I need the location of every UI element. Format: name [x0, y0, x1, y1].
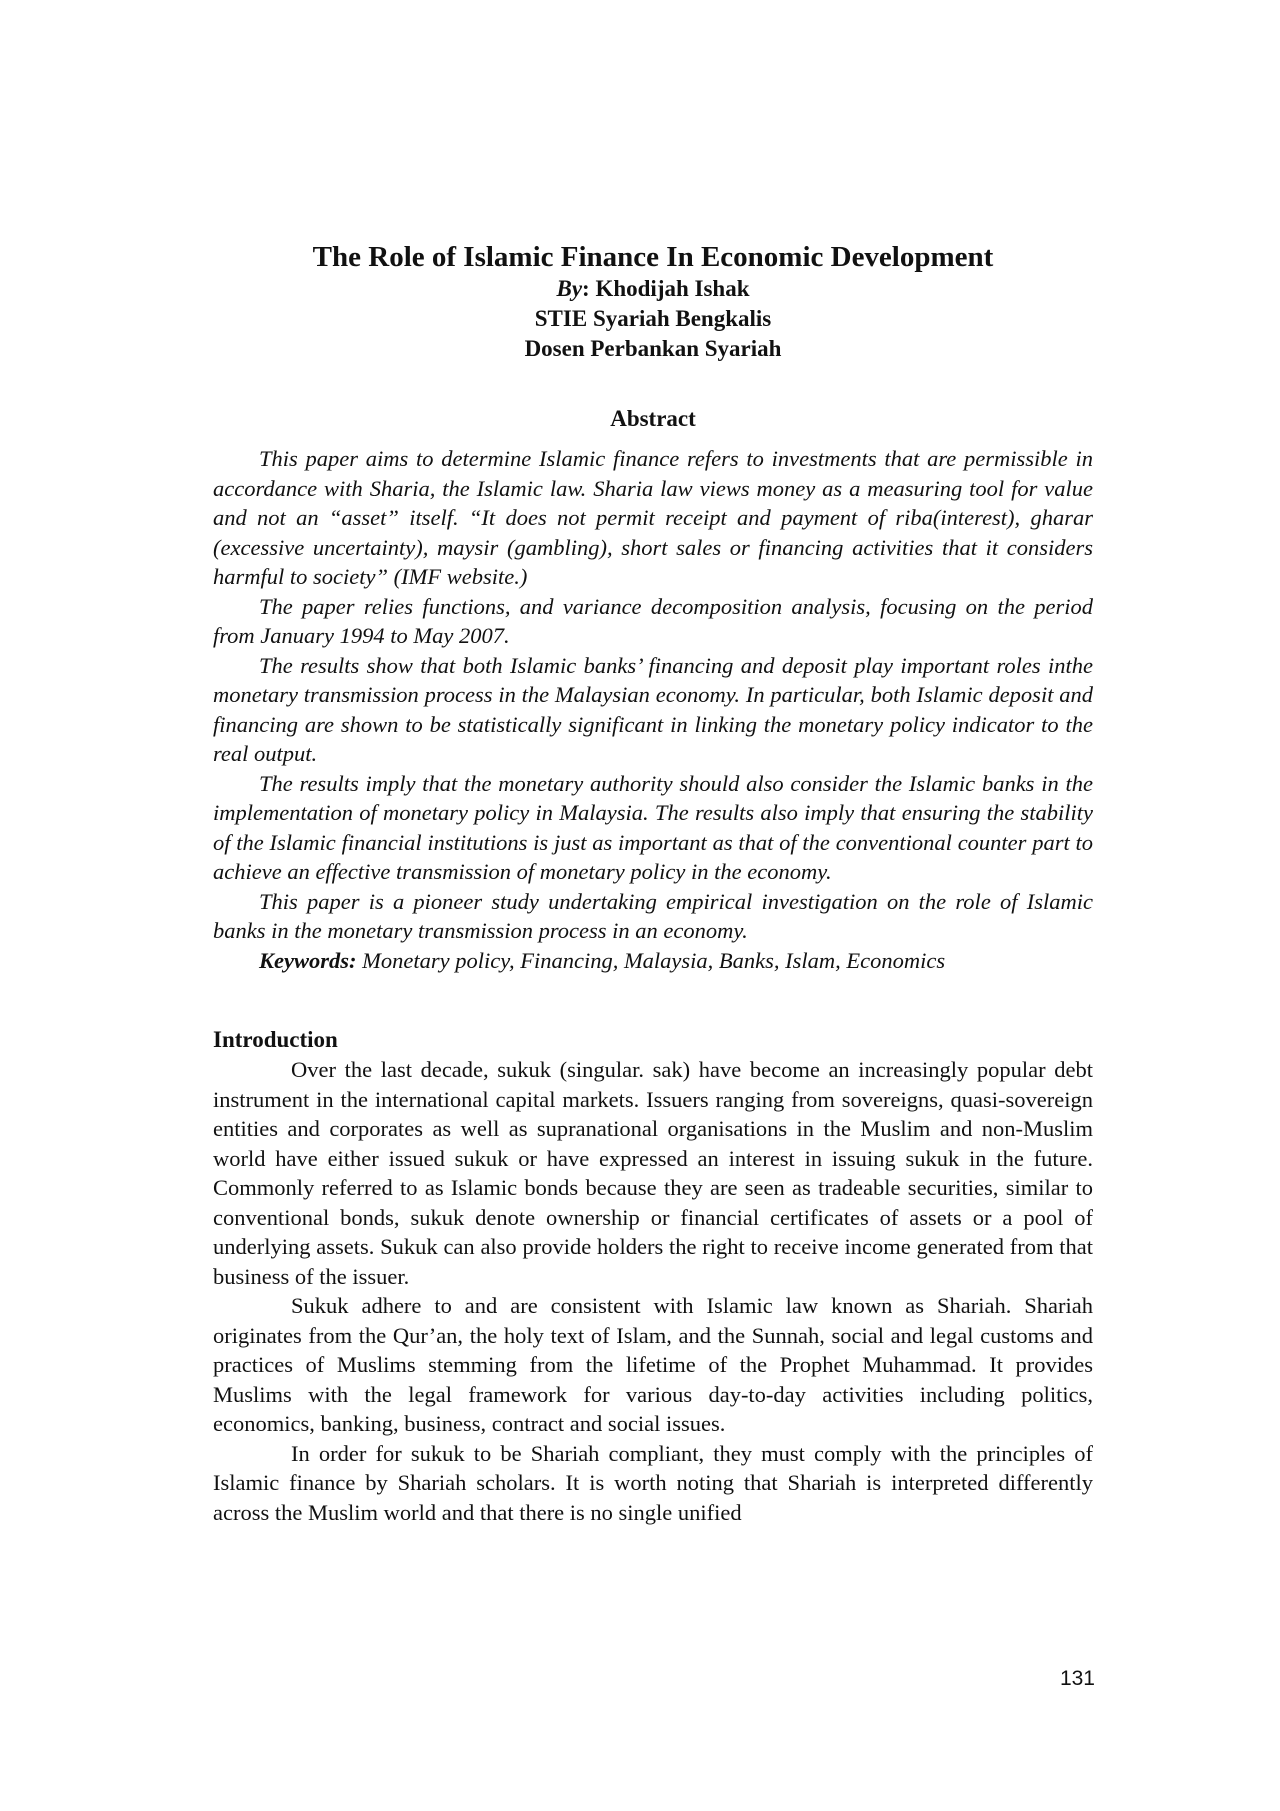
body-paragraph: Over the last decade, sukuk (singular. sak) have become an increasingly popular debt instrument in the international capital markets. Issuers ranging from sovereigns, quasi-sovereign entities and corporates as well as supranational organisations in the Muslim and non-Muslim world have either issued sukuk or have expressed an interest in issuing sukuk in the future. Commonly referred to as Islamic bonds because they are seen as tradeable securities, similar to conventional bonds, sukuk denote ownership or financial certificates of assets or a pool of underlying assets. Sukuk can also provide holders the right to receive income generated from that business of the issuer. — [213, 1057, 1093, 1289]
page-content — [213, 240, 1093, 1527]
author-name: : Khodijah Ishak — [582, 276, 750, 301]
institution: STIE Syariah Bengkalis — [534, 306, 772, 331]
abstract-paragraph: This paper aims to determine Islamic finance refers to investments that are permissible in accordance with Sharia, the Islamic law. Sharia law views money as a measuring tool for value and not an “asset” itself. “It does not permit receipt and payment of riba(interest), gharar (excessive uncertainty), maysir (gambling), short sales or financing activities that it considers harmful to society” (IMF website.) — [213, 446, 1093, 589]
abstract-heading: Abstract — [610, 406, 696, 431]
abstract-body — [213, 444, 1093, 975]
body-paragraph: Sukuk adhere to and are consistent with Islamic law known as Shariah. Shariah originates from the Qur’an, the holy text of Islam, and the Sunnah, social and legal customs and practices of Muslims stemming from the lifetime of the Prophet Muhammad. It provides Muslims with the legal framework for various day-to-day activities including politics, economics, banking, business, contract and social issues. — [213, 1293, 1093, 1436]
author-line — [213, 274, 1093, 304]
abstract-paragraph: This paper is a pioneer study undertaking empirical investigation on the role of Islamic banks in the monetary transmission process in an economy. — [213, 888, 1093, 943]
keywords-line — [213, 946, 1093, 976]
title-block — [213, 240, 1093, 364]
abstract-paragraph: The results imply that the monetary authority should also consider the Islamic banks in the implementation of monetary policy in Malaysia. The results also imply that ensuring the stability of the Islamic financial institutions is just as important as that of the conventional counter part to achieve an effective transmission of monetary policy in the economy. — [213, 770, 1093, 884]
keywords-text: Monetary policy, Financing, Malaysia, Banks, Islam, Economics — [356, 947, 946, 973]
abstract-paragraph: The results show that both Islamic banks’ financing and deposit play important roles inthe monetary transmission process in the Malaysian economy. In particular, both Islamic deposit and financing are shown to be statistically significant in linking the monetary policy indicator to the real output. — [213, 652, 1093, 766]
author-position: Dosen Perbankan Syariah — [524, 336, 782, 361]
introduction-heading: Introduction — [213, 1027, 338, 1052]
by-label: By — [556, 276, 583, 301]
keywords-label: Keywords: — [259, 947, 357, 973]
body-paragraph: In order for sukuk to be Shariah compliant, they must comply with the principles of Islamic finance by Shariah scholars. It is worth noting that Shariah is interpreted differently across the Muslim world and that there is no single unified — [213, 1440, 1093, 1525]
abstract-paragraph: The paper relies functions, and variance decomposition analysis, focusing on the period from January 1994 to May 2007. — [213, 593, 1093, 648]
page-number: 131 — [1059, 1667, 1095, 1690]
introduction-body — [213, 1055, 1093, 1527]
paper-title: The Role of Islamic Finance In Economic Development — [312, 241, 994, 273]
